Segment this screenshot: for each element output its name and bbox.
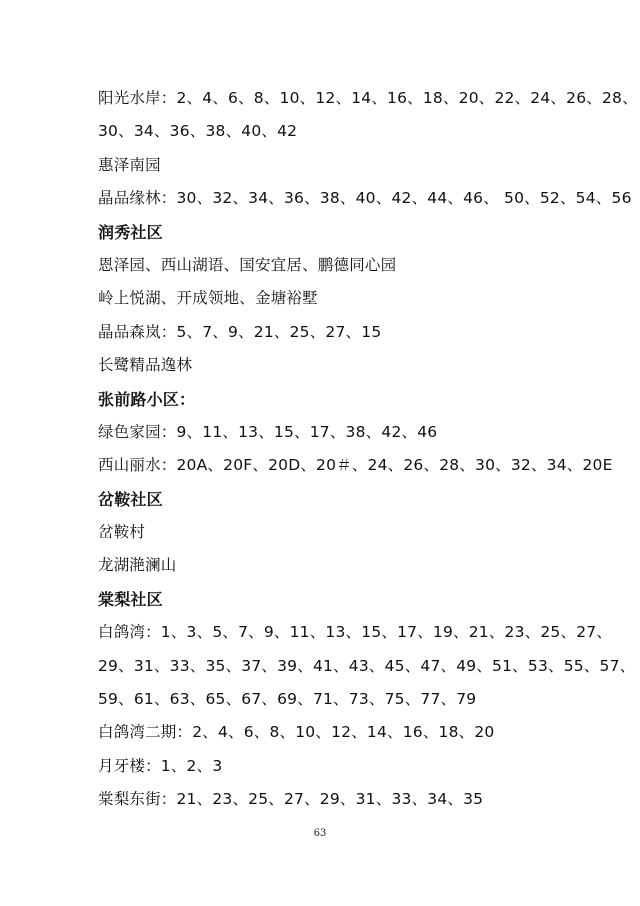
text-line: 59、61、63、65、67、69、71、73、75、77、79 <box>98 690 477 709</box>
text-line: 白鸽湾：1、3、5、7、9、11、13、15、17、19、21、23、25、27、 <box>98 623 613 642</box>
section-heading: 岔鞍社区 <box>98 489 163 509</box>
text-line: 惠泽南园 <box>98 155 161 174</box>
section-heading: 张前路小区： <box>98 389 196 409</box>
text-line: 晶品森岚：5、7、9、21、25、27、15 <box>98 322 382 341</box>
text-line: 长鹭精品逸林 <box>98 356 193 375</box>
text-line: 西山丽水：20A、20F、20D、20＃、24、26、28、30、32、34、20E <box>98 456 613 475</box>
text-line: 龙湖滟澜山 <box>98 556 177 575</box>
section-heading: 棠梨社区 <box>98 589 163 609</box>
text-line: 岔鞍村 <box>98 523 146 542</box>
page-number: 63 <box>313 828 327 839</box>
text-line: 恩泽园、西山湖语、国安宜居、鹏德同心园 <box>98 255 397 274</box>
text-line: 棠梨东街：21、23、25、27、29、31、33、34、35 <box>98 790 484 809</box>
text-line: 阳光水岸：2、4、6、8、10、12、14、16、18、20、22、24、26、28、 <box>98 89 638 107</box>
document-body <box>98 82 638 817</box>
text-line: 绿色家园：9、11、13、15、17、38、42、46 <box>98 422 438 441</box>
text-line: 月牙楼：1、2、3 <box>98 756 223 775</box>
text-line: 晶品缘林：30、32、34、36、38、40、42、44、46、 50、52、54、56 <box>98 189 632 208</box>
text-line: 岭上悦湖、开成领地、金塘裕墅 <box>98 289 318 308</box>
text-line: 30、34、36、38、40、42 <box>98 122 298 141</box>
text-line: 白鸽湾二期：2、4、6、8、10、12、14、16、18、20 <box>98 723 495 742</box>
section-heading: 润秀社区 <box>98 222 163 242</box>
text-line: 29、31、33、35、37、39、41、43、45、47、49、51、53、55、57、 <box>98 656 636 675</box>
